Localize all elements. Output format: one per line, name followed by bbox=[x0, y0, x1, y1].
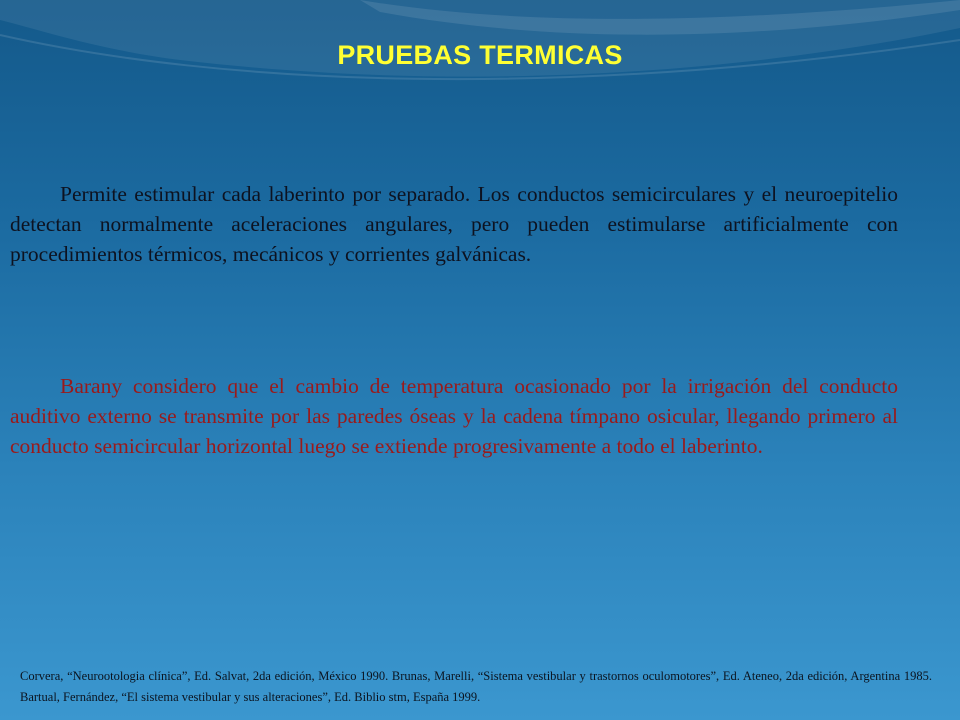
slide-title: PRUEBAS TERMICAS bbox=[337, 40, 623, 70]
paragraph-barany: Barany considero que el cambio de temperatura ocasionado por la irrigación del conducto auditivo externo se transmite por las paredes óseas y la cadena tímpano osicular, llegando primero al conducto semicircular horizontal luego se extiende progresivamente a todo el laberinto. bbox=[10, 374, 898, 458]
references: Corvera, “Neurootologia clínica”, Ed. Salvat, 2da edición, México 1990. Brunas, Marelli, “Sistema vestibular y trastornos oculomotores”, Ed. Ateneo, 2da edición, Argentina 1985. Bartual, Fernández, “El sistema vestibular y sus alteraciones”, Ed. Biblio stm, España 1999. bbox=[20, 669, 932, 704]
paragraph-thermal-tests: Permite estimular cada laberinto por separado. Los conductos semicirculares y el neuroepitelio detectan normalmente aceleraciones angulares, pero pueden estimularse artificialmente con procedimientos térmicos, mecánicos y corrientes galvánicas. bbox=[10, 182, 898, 266]
